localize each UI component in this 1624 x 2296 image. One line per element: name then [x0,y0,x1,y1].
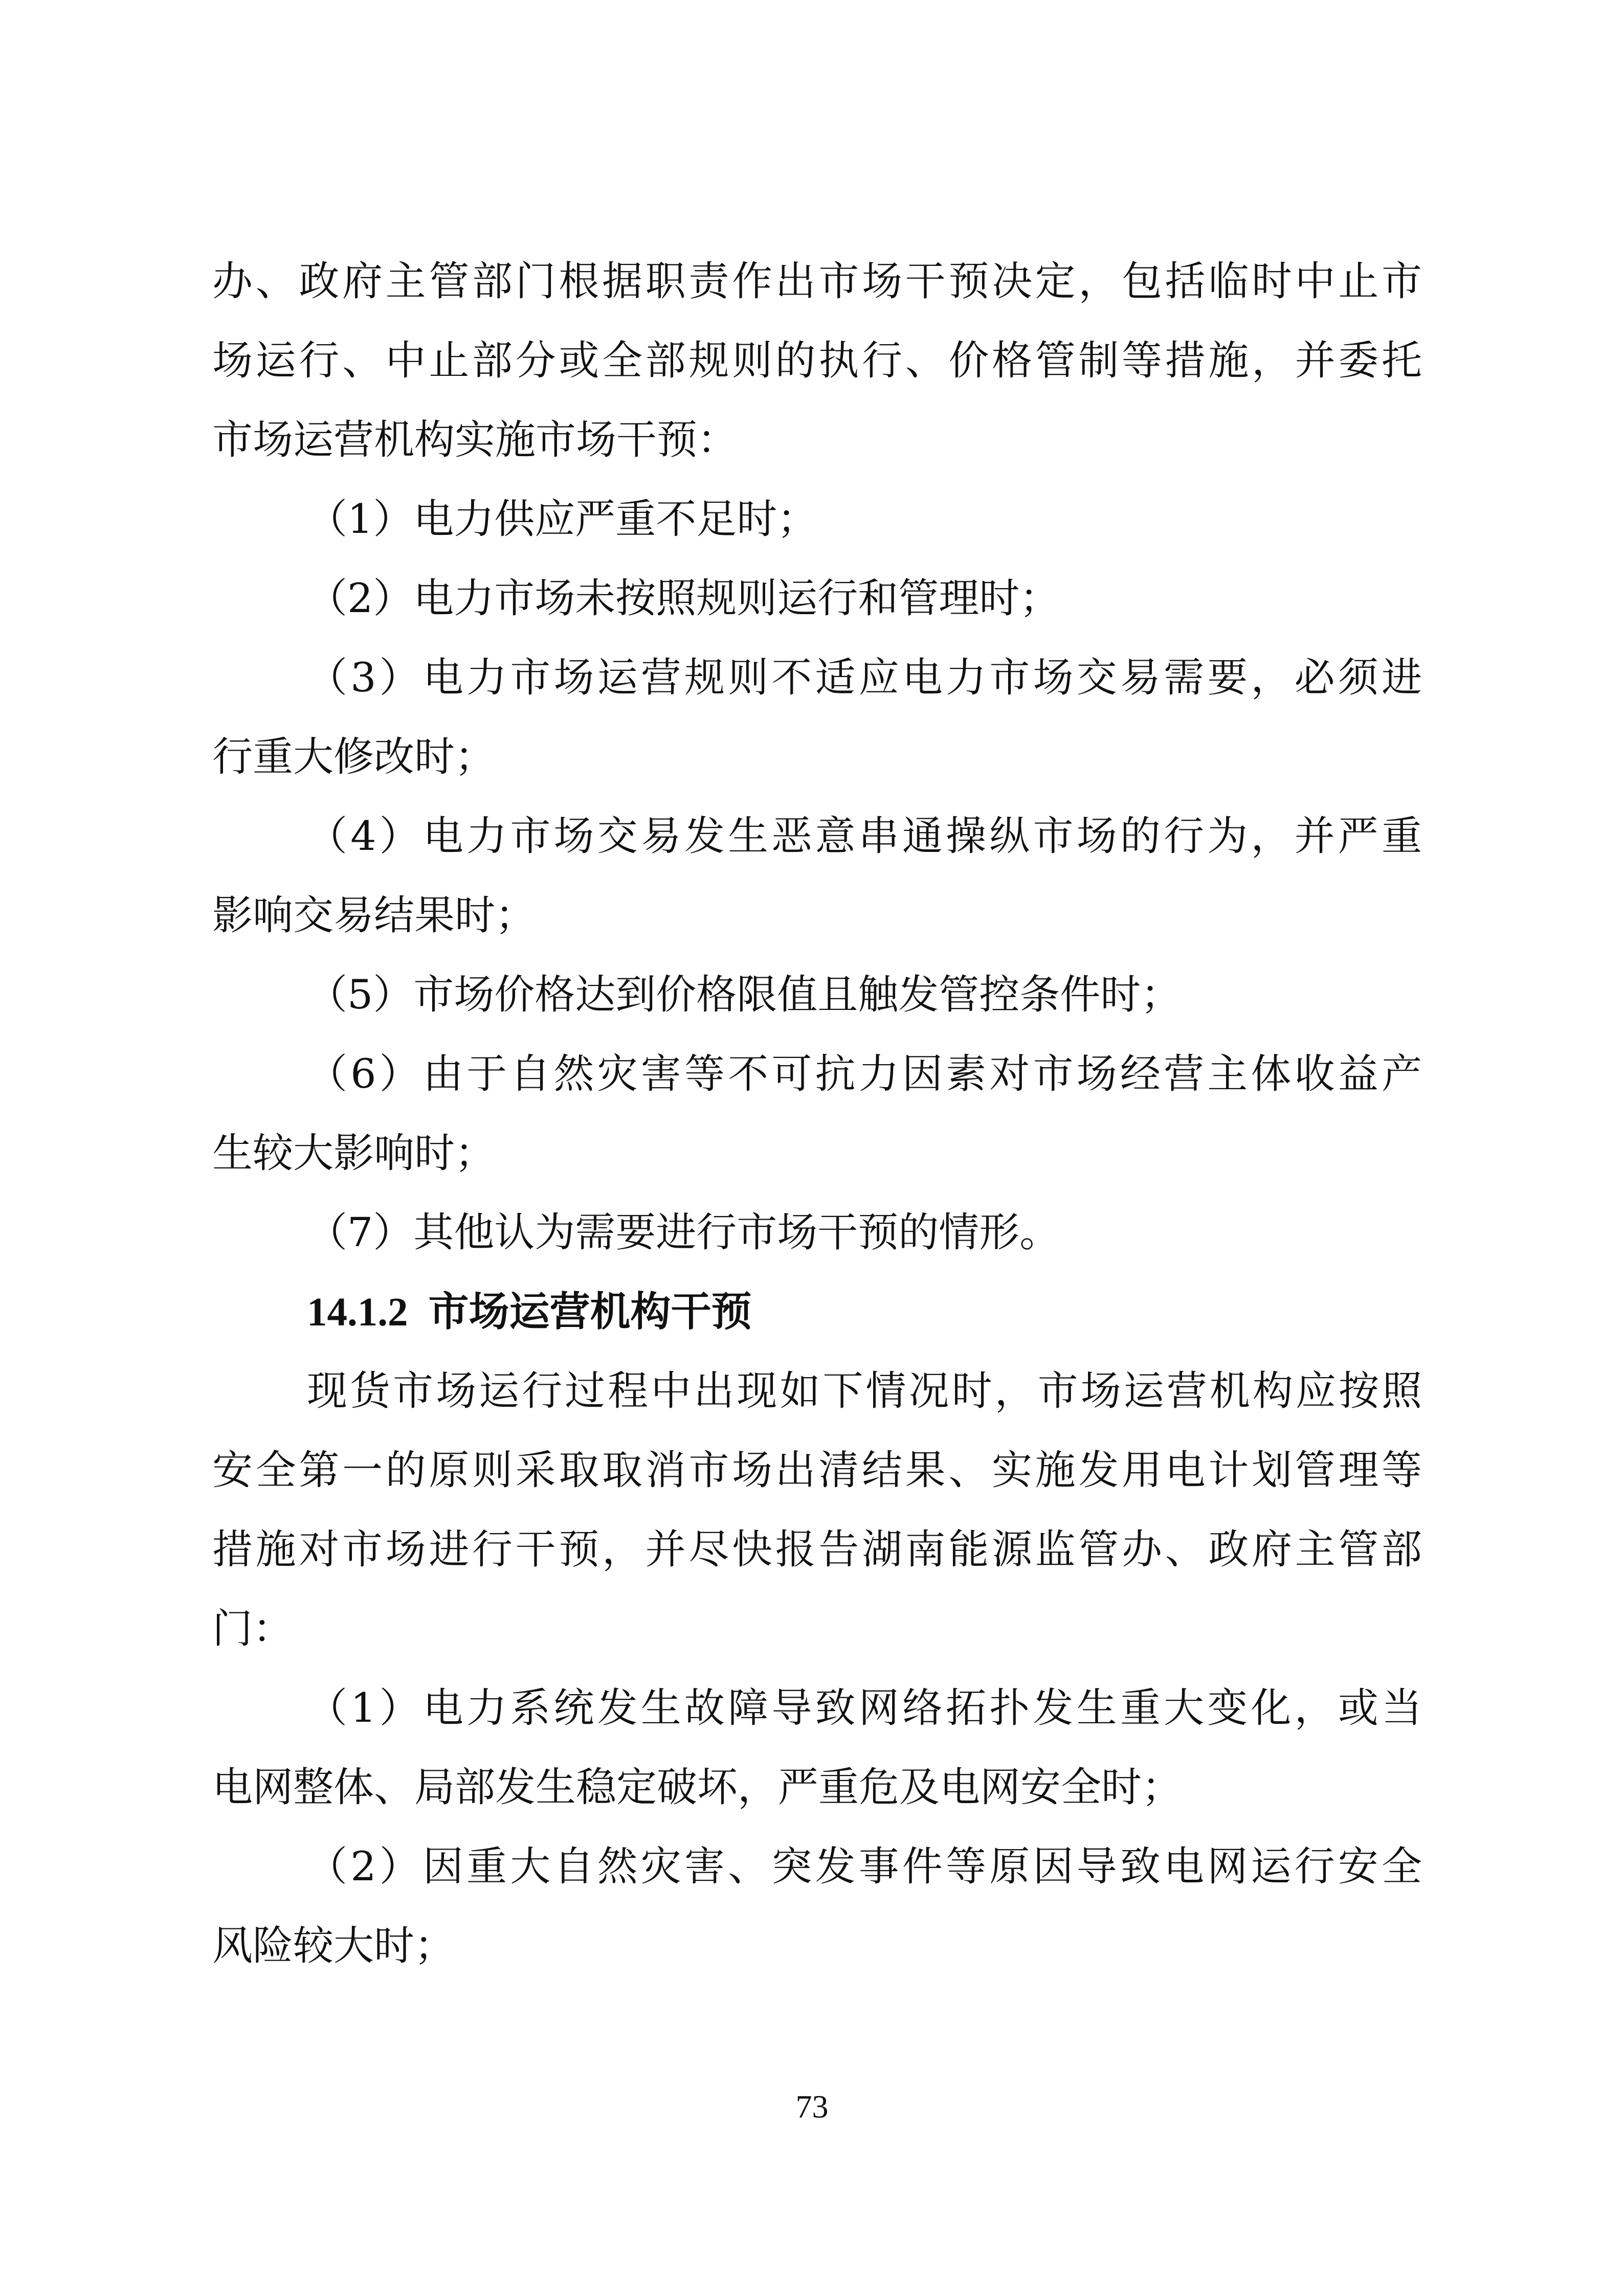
paragraph-line: 现货市场运行过程中出现如下情况时，市场运营机构应按照 [307,1367,1422,1414]
list-item-continuation: 行重大修改时； [212,733,495,780]
paragraph-line: 门： [212,1605,293,1652]
paragraph-line: 安全第一的原则采取取消市场出清结果、实施发用电计划管理等 [212,1447,1422,1494]
paragraph-line: 市场运营机构实施市场干预： [212,416,738,463]
paragraph-line: 场运行、中止部分或全部规则的执行、价格管制等措施，并委托 [212,337,1422,384]
paragraph-line: 办、政府主管部门根据职责作出市场干预决定，包括临时中止市 [212,258,1422,305]
list-item-continuation: 电网整体、局部发生稳定破坏，严重危及电网安全时； [212,1764,1182,1811]
list-item: （7）其他认为需要进行市场干预的情形。 [307,1209,1060,1256]
list-item: （3）电力市场运营规则不适应电力市场交易需要，必须进 [307,654,1422,701]
page-number: 73 [795,2088,829,2125]
list-item-continuation: 影响交易结果时； [212,892,536,939]
section-heading [307,1286,752,1337]
section-number: 14.1.2 [307,1290,408,1335]
list-item: （2）因重大自然灾害、突发事件等原因导致电网运行安全 [307,1843,1422,1890]
section-title: 市场运营机构干预 [428,1288,752,1335]
list-item-continuation: 生较大影响时； [212,1130,495,1177]
paragraph-line: 措施对市场进行干预，并尽快报告湖南能源监管办、政府主管部 [212,1526,1422,1573]
list-item: （4）电力市场交易发生恶意串通操纵市场的行为，并严重 [307,813,1422,860]
list-item: （6）由于自然灾害等不可抗力因素对市场经营主体收益产 [307,1050,1422,1097]
list-item-continuation: 风险较大时； [212,1922,455,1969]
list-item: （1）电力系统发生故障导致网络拓扑发生重大变化，或当 [307,1684,1422,1731]
list-item: （2）电力市场未按照规则运行和管理时； [307,575,1060,622]
list-item: （5）市场价格达到价格限值且触发管控条件时； [307,971,1182,1018]
list-item: （1）电力供应严重不足时； [307,496,818,543]
